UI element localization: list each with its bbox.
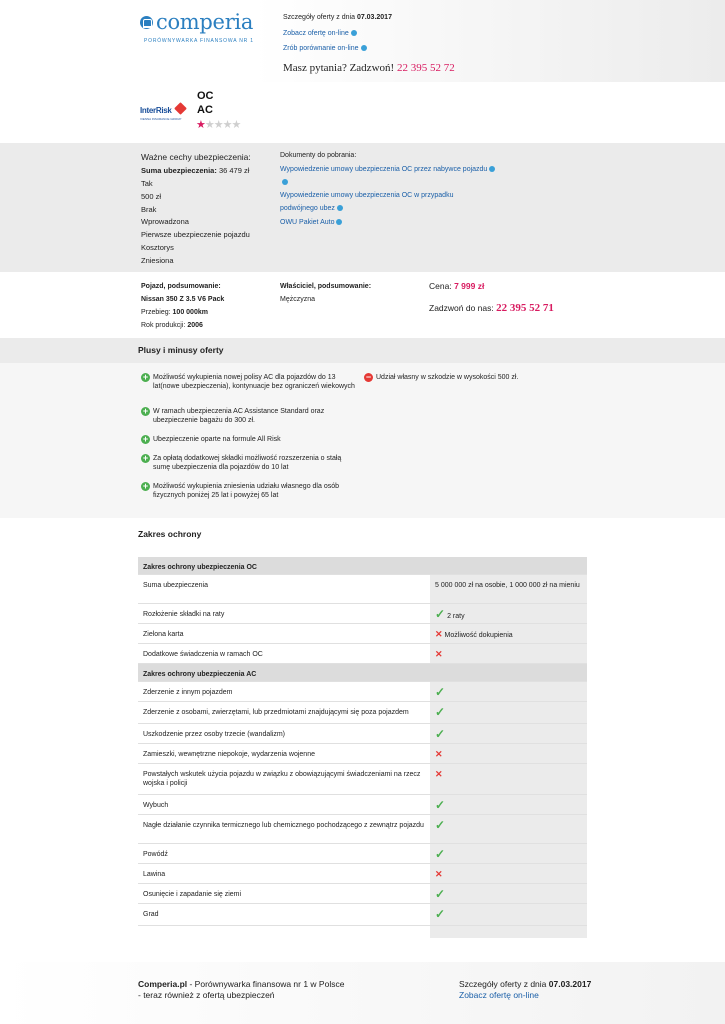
vehicle-mileage: Przebieg: 100 000km xyxy=(141,309,208,316)
coverage-row xyxy=(138,644,587,664)
pro-text: Możliwość wykupienia nowej polisy AC dla pojazdów do 13 lat(nowe ubezpieczenia), kontynuacje bez ograniczeń wiekowych xyxy=(153,374,355,390)
coverage-value xyxy=(435,887,585,901)
coverage-value-text: 2 raty xyxy=(447,613,465,620)
coverage-label: Uszkodzenie przez osoby trzecie (wandalizm) xyxy=(143,731,285,738)
checkmark-icon: ✓ xyxy=(435,685,446,699)
checkmark-icon: ✓ xyxy=(435,847,446,861)
coverage-label: Zakres ochrony ubezpieczenia OC xyxy=(143,564,257,571)
coverage-row xyxy=(138,724,587,744)
coverage-row xyxy=(138,682,587,702)
cross-icon: ✕ xyxy=(435,749,443,759)
coverage-label: Powódź xyxy=(143,851,168,858)
vehicle-year: Rok produkcji: 2006 xyxy=(141,322,203,329)
coverage-row xyxy=(138,624,587,644)
owner-gender: Mężczyzna xyxy=(280,296,316,303)
cross-icon: ✕ xyxy=(435,649,443,659)
pro-item xyxy=(141,407,356,425)
cross-icon: ✕ xyxy=(435,769,443,779)
checkmark-icon: ✓ xyxy=(435,887,446,901)
checkmark-icon: ✓ xyxy=(435,607,446,621)
pros-cons-header xyxy=(0,338,725,363)
price: Cena: 7 999 zł xyxy=(429,281,485,291)
pro-text: Za opłatą dodatkowej składki możliwość rozszerzenia o stałą sumę ubezpieczenia dla pojazdów do 10 lat xyxy=(153,455,342,471)
con-text: Udział własny w szkodzie w wysokości 500 zł. xyxy=(376,374,519,381)
coverage-value xyxy=(435,607,585,621)
star-icon: ★ xyxy=(204,119,214,131)
document-link-text[interactable]: Wypowiedzenie umowy ubezpieczenia OC w przypadku xyxy=(280,192,454,199)
plus-icon: + xyxy=(142,453,149,463)
coverage-row xyxy=(138,744,587,764)
document-link[interactable] xyxy=(280,219,342,226)
coverage-value xyxy=(435,685,585,699)
document-link[interactable] xyxy=(280,192,453,199)
coverage-row xyxy=(138,764,587,795)
coverage-value xyxy=(435,581,585,590)
feature-item: Kosztorys xyxy=(141,243,174,252)
coverage-value xyxy=(435,750,585,760)
coverage-value-text: Możliwość dokupienia xyxy=(444,632,513,639)
pro-item xyxy=(141,373,356,391)
features-section xyxy=(0,143,725,272)
document-link[interactable] xyxy=(280,205,343,212)
feature-item: 500 zł xyxy=(141,191,162,201)
footer-offer-info: Szczegóły oferty z dnia 07.03.2017 Zobacz ofertę on-line xyxy=(459,979,592,1000)
coverage-label: Dodatkowe świadczenia w ramach OC xyxy=(143,651,263,658)
coverage-label: Zamieszki, wewnętrzne niepokoje, wydarzenia wojenne xyxy=(143,751,315,758)
star-icon: ★ xyxy=(196,119,205,131)
cross-icon: ✕ xyxy=(435,629,443,639)
document-link-text[interactable]: Wypowiedzenie umowy ubezpieczenia OC przez nabywce pojazdu xyxy=(280,166,488,173)
coverage-row xyxy=(138,884,587,904)
pro-item xyxy=(141,482,356,500)
coverage-label: Zakres ochrony ubezpieczenia AC xyxy=(143,671,257,678)
coverage-title: Zakres ochrony xyxy=(138,529,202,539)
coverage-value xyxy=(435,705,585,719)
star-icon: ★ xyxy=(231,119,241,131)
coverage-label: Powstałych wskutek użycia pojazdu w związku z obowiązującymi świadczeniami na rzecz wojska i policji xyxy=(143,771,421,787)
coverage-row xyxy=(138,844,587,864)
checkmark-icon: ✓ xyxy=(435,818,446,832)
feature-item: Tak xyxy=(141,179,153,188)
coverage-row xyxy=(138,815,587,844)
coverage-value-text: 5 000 000 zł na osobie, 1 000 000 zł na mieniu xyxy=(435,582,580,589)
rating-stars xyxy=(196,118,240,131)
plus-icon: + xyxy=(142,372,149,382)
insurer-logo: InterRisk VIENNA INSURANCE GROUP xyxy=(140,104,188,126)
star-icon: ★ xyxy=(222,119,232,131)
document-link-text[interactable]: OWU Pakiet Auto xyxy=(280,219,335,226)
coverage-row xyxy=(138,604,587,624)
pro-text: W ramach ubezpieczenia AC Assistance Standard oraz ubezpieczenie bagażu do 300 zł. xyxy=(153,408,325,424)
info-icon xyxy=(337,205,343,211)
coverage-label: Wybuch xyxy=(143,802,169,809)
product-title-oc: OC xyxy=(197,90,214,102)
checkmark-icon: ✓ xyxy=(435,727,446,741)
star-icon: ★ xyxy=(213,119,223,131)
coverage-label: Zderzenie z osobami, zwierzętami, lub przedmiotami znajdującymi się poza pojazdem xyxy=(143,709,409,716)
minus-icon: − xyxy=(365,372,372,382)
vehicle-model: Nissan 350 Z 3.5 V6 Pack xyxy=(141,296,225,303)
coverage-value xyxy=(435,907,585,921)
coverage-value xyxy=(435,847,585,861)
coverage-label: Rozłożenie składki na raty xyxy=(143,611,225,618)
coverage-label: Suma ubezpieczenia xyxy=(143,582,208,589)
header-offer-date: Szczegóły oferty z dnia 07.03.2017 xyxy=(283,14,392,21)
owner-heading: Właściciel, podsumowanie: xyxy=(280,283,372,290)
cross-icon: ✕ xyxy=(435,869,443,879)
feature-item: Zniesiona xyxy=(141,255,174,265)
coverage-row xyxy=(138,795,587,815)
footer-online-link[interactable]: Zobacz ofertę on-line xyxy=(459,990,539,1000)
pros-cons-title: Plusy i minusy oferty xyxy=(138,345,224,355)
document-link-text[interactable]: podwójnego ubez xyxy=(280,205,335,212)
logo-word: comperia xyxy=(156,10,254,34)
feature-item: Pierwsze ubezpieczenie pojazdu xyxy=(141,230,250,240)
checkmark-icon: ✓ xyxy=(435,798,446,812)
comperia-logo-icon xyxy=(140,16,153,29)
coverage-table xyxy=(138,557,587,926)
coverage-label: Lawina xyxy=(143,871,166,878)
coverage-section-header xyxy=(138,664,587,682)
feature-item: Wprowadzona xyxy=(141,217,189,227)
pro-item xyxy=(141,435,356,444)
feature-item: Brak xyxy=(141,204,157,214)
plus-icon: + xyxy=(142,406,149,416)
logo-subtitle: PORÓWNYWARKA FINANSOWA NR 1 xyxy=(144,38,254,44)
insurer-logo-icon xyxy=(174,102,187,115)
call-us: Zadzwoń do nas: 22 395 52 71 xyxy=(429,302,554,314)
coverage-row xyxy=(138,904,587,926)
feature-sum: Suma ubezpieczenia: 36 479 zł xyxy=(141,166,250,175)
coverage-label: Zielona karta xyxy=(143,631,184,638)
document-link[interactable] xyxy=(280,166,495,173)
coverage-value xyxy=(435,798,585,812)
coverage-value xyxy=(435,727,585,741)
footer xyxy=(0,962,725,1024)
documents-heading: Dokumenty do pobrania: xyxy=(280,152,357,159)
header-online-link[interactable]: Zobacz ofertę on-line xyxy=(283,30,357,37)
coverage-section-header xyxy=(138,557,587,575)
plus-icon: + xyxy=(142,481,149,491)
coverage-value xyxy=(435,630,585,640)
coverage-value xyxy=(435,770,585,780)
info-icon xyxy=(361,45,367,51)
coverage-value xyxy=(435,650,585,660)
header-phone: Masz pytania? Zadzwoń! 22 395 52 72 xyxy=(283,62,455,74)
info-icon xyxy=(489,166,495,172)
info-icon xyxy=(336,219,342,225)
checkmark-icon: ✓ xyxy=(435,907,446,921)
coverage-label: Osunięcie i zapadanie się ziemi xyxy=(143,891,242,898)
info-icon xyxy=(282,179,288,185)
coverage-row xyxy=(138,864,587,884)
pros-cons-section xyxy=(0,363,725,518)
pro-item xyxy=(141,454,356,472)
plus-icon: + xyxy=(142,434,149,444)
coverage-label: Zderzenie z innym pojazdem xyxy=(143,689,233,696)
header-compare-link[interactable]: Zrób porównanie on-line xyxy=(283,45,367,52)
summary-section xyxy=(0,272,725,338)
con-item xyxy=(364,373,584,382)
coverage-row xyxy=(138,575,587,604)
info-icon xyxy=(351,30,357,36)
coverage-label: Nagłe działanie czynnika termicznego lub chemicznego pochodzącego z zewnątrz pojazdu xyxy=(143,822,424,829)
coverage-value xyxy=(435,818,585,832)
coverage-value xyxy=(435,870,585,880)
vehicle-heading: Pojazd, podsumowanie: xyxy=(141,283,221,290)
comperia-logo[interactable] xyxy=(140,10,260,50)
pro-text: Możliwość wykupienia zniesienia udziału własnego dla osób fizycznych poniżej 25 lat i powyżej 65 lat xyxy=(153,483,339,499)
pro-text: Ubezpieczenie oparte na formule All Risk xyxy=(153,436,281,443)
coverage-label: Grad xyxy=(143,911,159,918)
checkmark-icon: ✓ xyxy=(435,705,446,719)
coverage-row xyxy=(138,702,587,724)
features-heading: Ważne cechy ubezpieczenia: xyxy=(141,152,251,162)
footer-tagline: Comperia.pl - Porównywarka finansowa nr 1 w Polsce - teraz również z ofertą ubezpieczeń xyxy=(138,979,345,1000)
product-title-ac: AC xyxy=(197,104,213,116)
